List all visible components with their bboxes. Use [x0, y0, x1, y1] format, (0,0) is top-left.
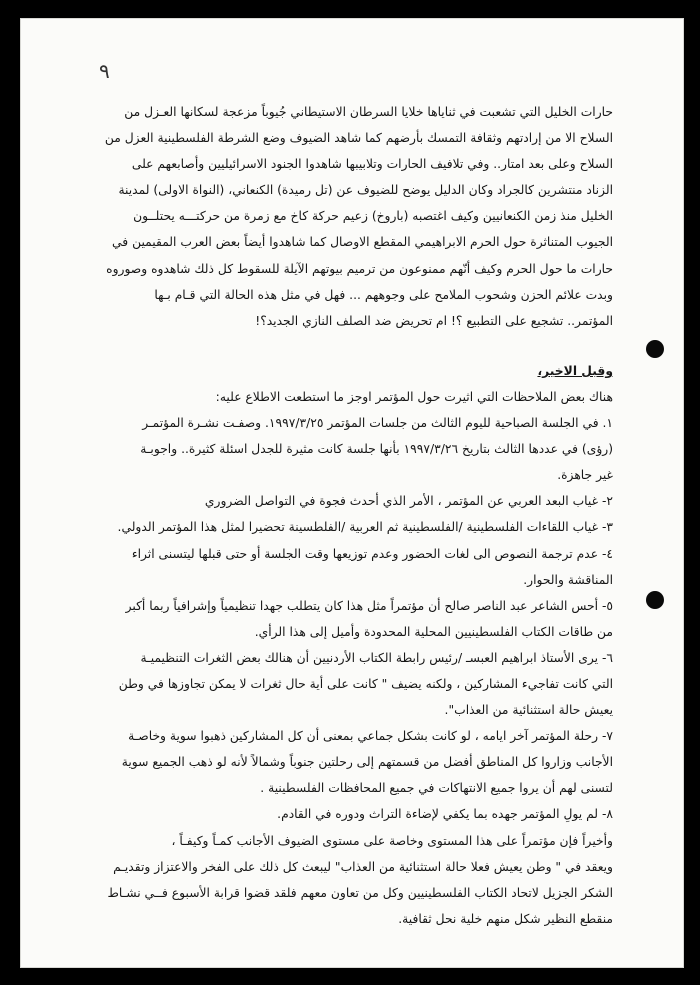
note-line: ٣- غياب اللقاءات الفلسطينية /الفلسطينية ثم العربية /الفلطسينة تحضيرا لمثل هذا المؤتمر الدولي. — [117, 520, 613, 535]
note-line: غير جاهزة. — [557, 468, 613, 483]
note-line: المناقشة والحوار. — [523, 572, 613, 587]
text-line: حارات ما حول الحرم وكيف أنّهم ممنوعون من ترميم بيوتهم الآيلة للسقوط كل ذلك شاهدوه وصوروه — [106, 261, 613, 276]
text-line: الشكر الجزيل لاتحاد الكتاب الفلسطينيين وكل من تعاون معهم فلقد قضوا قرابة الأسبوع فــي نشـاط — [107, 885, 613, 900]
text-line: السلاح الا من إرادتهم وثقافة التمسك بأرضهم كما شاهد الضيوف وضع الشرطة الفلسطينية العزل من — [104, 131, 613, 146]
note-line: ٨- لم يولِ المؤتمر جهده بما يكفي لإضاءة التراث ودوره في القادم. — [277, 807, 613, 822]
document-body — [99, 99, 613, 932]
note-line: ٥- أحس الشاعر عبد الناصر صالح أن مؤتمراً مثل هذا كان يتطلب جهدا تنظيمياً وإشرافياً ربما أكبر — [125, 598, 613, 613]
text-line: وأخيراً فإن مؤتمراً على هذا المستوى وخاصة على مستوى الضيوف الأجانب كمـاً وكيفـاً ، — [171, 833, 613, 848]
note-line: ٦- يرى الأستاذ ابراهيم العبسـ /رئيس رابطة الكتاب الأردنيين أن هنالك بعض الثغرات التنظيميـة — [140, 650, 613, 665]
notes-list — [99, 410, 613, 828]
text-line: الخليل منذ زمن الكنعانيين وكيف اغتصبه (باروخ) زعيم حركة كاخ مع زمرة من حركتـــه يحتلــون — [133, 209, 613, 224]
note-line: ١. في الجلسة الصباحية لليوم الثالث من جلسات المؤتمر ١٩٩٧/٣/٢٥. وصفـت نشـرة المؤتمـر — [142, 416, 613, 431]
document-page — [20, 18, 684, 968]
text-line: حارات الخليل التي تشعبت في ثناياها خلايا السرطان الاستيطاني جُيوباً مزعجة لسكانها العـزل من — [124, 105, 613, 119]
note-line: التي كانت تفاجيء المشاركين ، ولكنه يضيف " كانت على أية حال ثغرات لا يمكن تجاوزها في وطن — [118, 676, 613, 691]
punch-hole-bottom — [646, 591, 664, 609]
text-line: منقطع النظير شكل منهم خلية نحل ثقافية. — [398, 911, 613, 926]
note-line: من طاقات الكتاب الفلسطينيين المحلية المحدودة وأميل إلى هذا الرأي. — [254, 624, 613, 639]
text-line: الجيوب المتناثرة حول الحرم الابراهيمي المقطع الاوصال كما شاهدوا أيضاً بعض العرب المقيمين في — [112, 235, 613, 250]
closing-paragraph — [99, 828, 613, 932]
punch-hole-top — [646, 340, 664, 358]
note-line: لتسنى لهم أن يروا جميع الانتهاكات في جميع المحافظات الفلسطينية . — [260, 781, 613, 796]
note-line: ٢- غياب البعد العربي عن المؤتمر ، الأمر الذي أحدث فجوة في التواصل الضروري — [204, 494, 613, 509]
section-heading: وقبل الاخير، — [537, 363, 613, 378]
paragraph-hebron — [99, 99, 613, 334]
text-line: المؤتمر.. تشجيع على التطبيع ؟! ام تحريض ضد الصلف النازي الجديد؟! — [255, 313, 613, 328]
note-line: الأجانب وزاروا كل المناطق أفضل من قسمتهم إلى رحلتين جنوباً وشمالاً لأنه لو ذهب الجميع سوية — [121, 755, 613, 770]
note-line: (رؤى) في عددها الثالث بتاريخ ١٩٩٧/٣/٢٦ بأنها جلسة كانت مثيرة للجدل اسئلة كثيرة.. واجوبـة — [140, 442, 613, 457]
page-number: ٩ — [99, 59, 110, 83]
notes-intro: هناك بعض الملاحظات التي اثيرت حول المؤتمر اوجز ما استطعت الاطلاع عليه: — [215, 389, 613, 404]
note-line: ٧- رحلة المؤتمر آخر ايامه ، لو كانت بشكل جماعي بمعنى أن كل المشاركين ذهبوا سوية وخاصـة — [128, 729, 613, 744]
text-line: الزناد منتشرين كالجراد وكان الدليل يوضح للضيوف عن (تل رميدة) الكنعاني، (النواة الاولى) لمدينة — [118, 183, 613, 198]
text-line: السلاح وعلى بعد امتار.. وفي تلافيف الحارات وتلابيبها شاهدوا الجنود الاسرائيليين وأصابعهم على — [131, 157, 613, 172]
text-line: ويعقد في " وطن يعيش فعلا حالة استثنائية من العذاب" ليبعث كل ذلك على الفخر والاعتزاز وتقديـم — [113, 859, 613, 874]
text-line: وبدت علائم الحزن وشحوب الملامح على وجوههم ... فهل في مثل هذه الحالة التي قـام بـها — [154, 287, 613, 302]
note-line: يعيش حالة استثنائية من العذاب". — [444, 703, 613, 718]
note-line: ٤- عدم ترجمة النصوص الى لغات الحضور وعدم توزيعها وقت الجلسة أو حتى قبلها ليتسنى اثراء — [131, 546, 613, 561]
